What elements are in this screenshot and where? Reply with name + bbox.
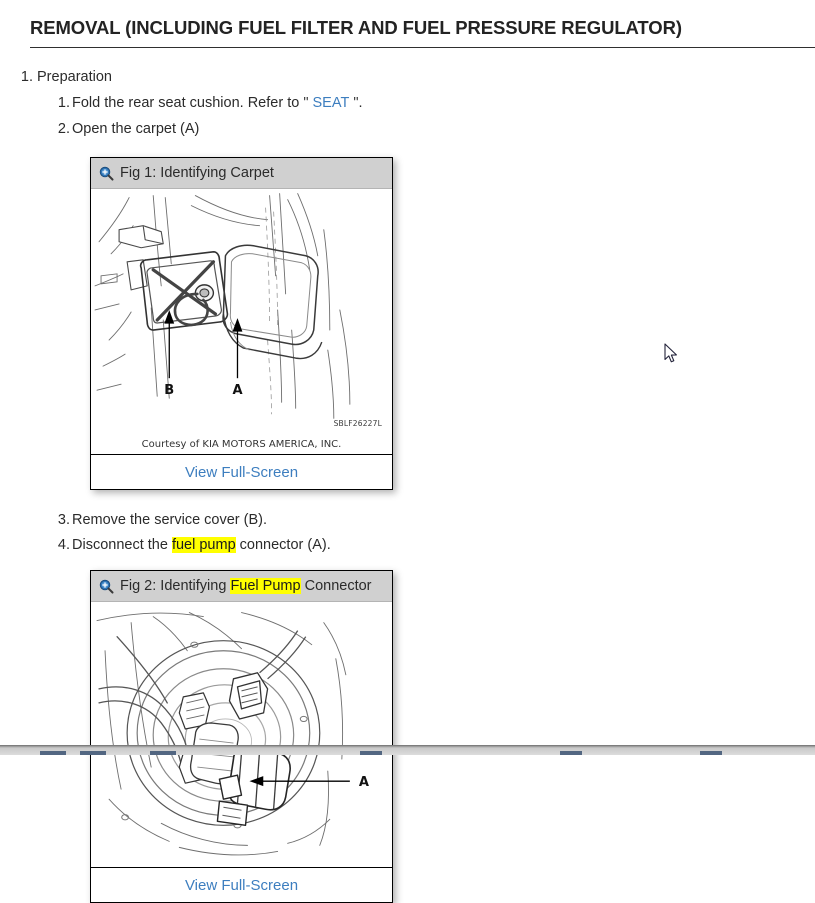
figure-panel-2[interactable] — [90, 570, 393, 903]
highlight-fuel-pump: fuel pump — [171, 537, 236, 553]
figure-1-header[interactable] — [91, 158, 392, 189]
fuel-pump-connector-diagram — [91, 602, 392, 867]
view-full-screen-link-1[interactable]: View Full-Screen — [184, 463, 299, 481]
step-number: 1. — [20, 69, 33, 85]
substep-fold-seat — [0, 90, 815, 116]
figure-panel-1[interactable] — [90, 157, 393, 490]
figure-2-title-suffix: Connector — [304, 578, 372, 594]
taskbar-sliver[interactable] — [0, 745, 815, 755]
substep-remove-cover — [0, 507, 815, 533]
figure-1-footer — [91, 454, 392, 489]
zoom-in-magnifier-icon[interactable] — [99, 579, 114, 594]
taskbar-item[interactable] — [150, 751, 176, 755]
substep-text: Remove the service cover (B). — [72, 512, 268, 528]
substep-text-after: connector (A). — [239, 537, 331, 553]
figure-1-illustration[interactable] — [91, 189, 392, 454]
substep-number: 1. — [57, 95, 70, 111]
figure-2-illustration[interactable] — [91, 602, 392, 867]
taskbar-item[interactable] — [560, 751, 582, 755]
substep-text: Open the carpet (A) — [72, 121, 200, 137]
heading-divider — [30, 47, 815, 48]
figure-2-title — [120, 578, 372, 594]
callout-label-a: A — [358, 775, 369, 791]
taskbar-item[interactable] — [40, 751, 66, 755]
mouse-cursor — [664, 343, 678, 364]
step-text: Preparation — [37, 69, 112, 85]
callout-label-a: A — [232, 383, 243, 399]
substep-number: 3. — [57, 512, 70, 528]
taskbar-item[interactable] — [700, 751, 722, 755]
substep-text-before: Fold the rear seat cushion. Refer to — [72, 95, 300, 111]
step-preparation — [0, 64, 815, 90]
substep-text-after: . — [358, 95, 363, 111]
procedure-content — [0, 64, 815, 142]
figure-2-title-prefix: Fig 2: Identifying — [120, 578, 227, 594]
substep-open-carpet — [0, 116, 815, 142]
taskbar-item[interactable] — [360, 751, 382, 755]
quote-close: " — [353, 95, 359, 111]
substep-number: 2. — [57, 121, 70, 137]
substep-disconnect-connector — [0, 532, 815, 558]
figure-2-footer — [91, 867, 392, 902]
quote-open: " — [303, 95, 309, 111]
figure-1-title-prefix: Fig 1: Identifying Carpet — [120, 165, 274, 181]
figure-1-courtesy: Courtesy of KIA MOTORS AMERICA, INC. — [141, 439, 342, 450]
taskbar-item[interactable] — [80, 751, 106, 755]
zoom-in-magnifier-icon[interactable] — [99, 166, 114, 181]
page-title: REMOVAL (INCLUDING FUEL FILTER AND FUEL PRESSURE REGULATOR) — [30, 17, 682, 38]
figure-1-image-code: SBLF26227L — [333, 419, 382, 428]
carpet-diagram — [91, 189, 392, 454]
substep-number: 4. — [57, 537, 70, 553]
view-full-screen-link-2[interactable]: View Full-Screen — [184, 876, 299, 894]
seat-link[interactable]: SEAT — [312, 95, 350, 111]
substep-text-before: Disconnect the — [72, 537, 168, 553]
figure-1-title — [120, 165, 274, 181]
figure-2-title-highlight: Fuel Pump — [230, 578, 301, 594]
callout-label-b: B — [164, 383, 175, 399]
figure-2-header[interactable] — [91, 571, 392, 602]
